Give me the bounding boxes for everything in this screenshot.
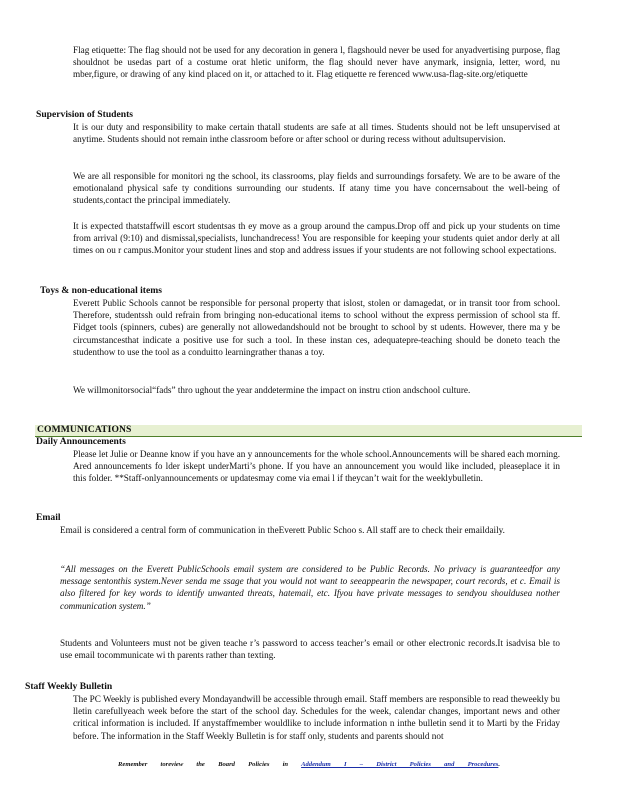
supervision-heading: Supervision of Students	[36, 109, 134, 120]
communications-title: COMMUNICATIONS	[37, 424, 132, 435]
email-paragraph-1: Email is considered a central form of communication in theEverett Public Schoo s. All staff are to check their emaildaily.	[60, 525, 505, 535]
supervision-paragraph-1: It is our duty and responsibility to make certain thatall students are safe at all times. Students should not be left unsupervised at anytime. Students should not remain inthe classroom before or after school or during recess without adultsupervision.	[73, 122, 560, 145]
daily-announcements-heading: Daily Announcements	[36, 436, 126, 447]
supervision-paragraph-3: It is expected thatstaffwill escort studentsas th ey move as a group around the campus.Drop off and pick up your students on time from arrival (9:10) and dismissal,specialists, lunchandrecess! You are responsible for keeping your students quiet andor derly at all times on ou r campus.Monitor your student lines and stop and address issues if your students are not following school expectations.	[73, 221, 560, 256]
toys-paragraph-1: Everett Public Schools cannot be responsible for personal property that islost, stolen or damagedat, or in transit toor from school. Therefore, studentssh ould refrain from bringing non-educational items to school without the express permission of school sta ff. Fidget tools (spinners, cubes) are generally not allowedandshould not be brought to school by st udents. However, there ma y be circumstancesthat indicate a positive use for such a tool. In these instan ces, adequatepre-teaching should be doneto teach the studenthow to use the tool as a conduitto learningrather thanas a toy.	[73, 298, 560, 357]
footer-suffix: .	[498, 761, 501, 768]
email-policy-quote: “All messages on the Everett PublicSchools email system are considered to be Public Records. No privacy is guaranteedfor any message sentonthis system.Never senda me ssage that you would not want to seeappearin the newspaper, court records, et c. Email is also filtered for key words to identify unwanted threats, hatemail, etc. Ifyou have private messages to sendyou shouldusea nother communication system.”	[60, 564, 560, 611]
daily-announcements-paragraph: Please let Julie or Deanne know if you have an y announcements for the whole school.Announcements will be shared each morning. Ared announcements fo lder iskept underMarti’s phone. If you have an announcement you would like included, pleaseplace it in this folder. **Staff-onlyannouncements or updatesmay come via emai l if theycan’t wait for the weeklybulletin.	[73, 449, 560, 484]
footer-addendum-link[interactable]: Addendum I – District Policies and Procedures	[301, 761, 499, 768]
staff-weekly-bulletin-paragraph: The PC Weekly is published every Mondayandwill be accessible through email. Staff members are responsible to read theweekly bu lletin carefullyeach week before the start of the school day. Schedules for the week, calendar changes, important news and other critical information is included. If anystaffmember wouldlike to include information n inthe bulletin send it to Marti by the Friday before. The information in the Staff Weekly Bulletin is for staff only, students and parents should not	[73, 694, 560, 741]
toys-heading: Toys & non-educational items	[40, 285, 162, 296]
flag-etiquette-paragraph: Flag etiquette: The flag should not be used for any decoration in genera l, flagshould never be used for anyadvertising purpose, flag shouldnot be usedas part of a costume orat hletic uniform, the flag should never have anymark, insignia, letter, word, nu mber,figure, or drawing of any kind placed on it, or attached to it. Flag etiquette re ferenced www.usa-flag-site.org/etiquette	[73, 45, 560, 80]
email-paragraph-3: Students and Volunteers must not be given teache r’s password to access teacher’s email or other electronic records.It isadvisa ble to use email tocommunicate wi th parents rather than texting.	[60, 638, 560, 661]
staff-weekly-bulletin-heading: Staff Weekly Bulletin	[25, 681, 113, 692]
supervision-paragraph-2: We are all responsible for monitori ng the school, its classrooms, play fields and surroundings forsafety. We are to be aware of the emotionaland physical safe ty conditions surrounding our students. If atany time you have concernsabout the well-being of students,contact the principal immediately.	[73, 171, 560, 206]
footer-reminder	[118, 760, 500, 769]
footer-prefix: Remember toreview the Board Policies in	[118, 761, 289, 768]
toys-paragraph-2: We willmonitorsocial“fads” thro ughout the year anddetermine the impact on instru ction andschool culture.	[73, 385, 471, 395]
email-heading: Email	[36, 512, 61, 523]
